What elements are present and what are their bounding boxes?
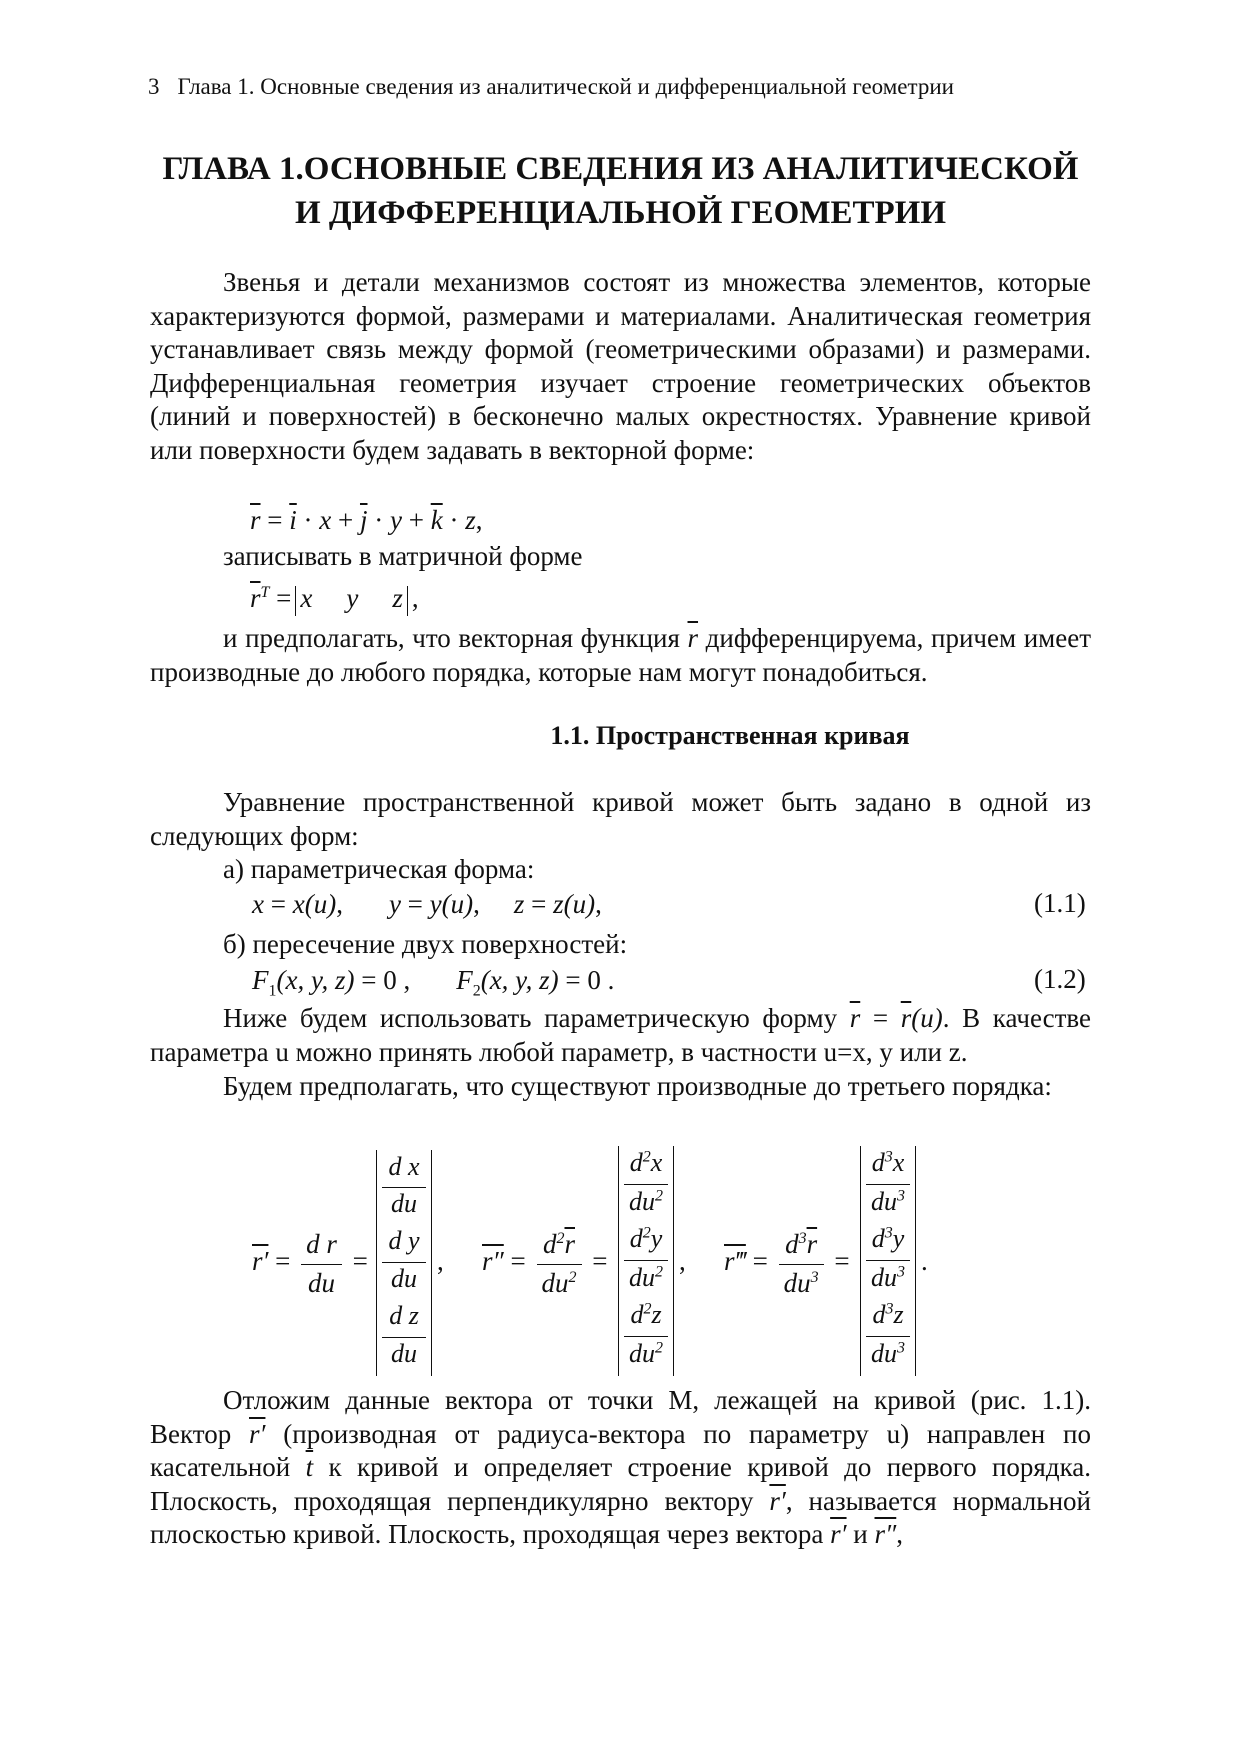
eq-k: $\overline{k}$ <box>430 505 443 535</box>
matrix-cell: d z <box>389 1301 419 1330</box>
num-d: d <box>785 1229 799 1259</box>
den-du: du <box>541 1267 569 1298</box>
cell-power: 2 <box>655 1263 663 1281</box>
eq-j: $\overline{j}$ <box>359 505 368 535</box>
eq-sign: = <box>860 1003 901 1033</box>
cell-power: 3 <box>897 1339 905 1357</box>
final-comma: , <box>896 1519 904 1549</box>
eq-i: $\overline{i}$ <box>289 505 297 535</box>
eq-arg: (u) <box>304 889 337 919</box>
eq-sign: = <box>263 889 293 919</box>
cell-var: x <box>892 1148 905 1177</box>
cell-power: 3 <box>884 1148 893 1166</box>
matrix-bar-right <box>407 586 408 616</box>
form-a-label: а) параметрическая форма: <box>223 854 535 884</box>
running-header <box>148 74 954 100</box>
eq-y: y <box>346 583 359 613</box>
cell-d: d <box>629 1224 643 1253</box>
second-derivative-matrix <box>618 1146 674 1376</box>
fraction-numerator <box>537 1228 582 1265</box>
eq-dot: · <box>442 505 466 535</box>
cell-power: 3 <box>884 1224 893 1242</box>
cell-du: du <box>629 1187 655 1216</box>
equation-number-1-2: (1.2) <box>1034 964 1086 994</box>
eq-x: x <box>252 889 264 919</box>
third-derivative-matrix <box>860 1146 916 1376</box>
fraction-line <box>382 1187 426 1188</box>
matrix-cell <box>861 1148 915 1178</box>
den-power: 3 <box>810 1268 819 1286</box>
matrix-cell: d x <box>388 1152 420 1181</box>
matrix-cell <box>861 1187 915 1217</box>
intro-paragraph <box>150 266 1091 467</box>
matrix-cell: du <box>391 1339 417 1368</box>
intro-paragraph-text: Звенья и детали механизмов состоят из множества элементов, которые характеризуются формой, размерами и материалами. Аналитическая геометрия устанавливает связь между формой (геометрическими образами) и размерами. Дифференциальная геометрия изучает строение геометрических объектов (линий и поверхностей) в бесконечно малых окрестностях. Уравнение кривой или поверхности будем задавать в векторной форме: <box>150 267 1091 465</box>
first-derivative-lhs <box>252 1228 368 1300</box>
third-derivative-lhs <box>724 1228 850 1300</box>
den-du: du <box>783 1267 811 1298</box>
matrix-cell <box>619 1187 673 1217</box>
eq-f: F <box>456 965 473 995</box>
eq-comma: , <box>595 889 602 919</box>
equation-1-2 <box>252 964 614 998</box>
fraction-numerator: d r <box>301 1228 342 1265</box>
p2-text: Ниже будем использовать параметрическую форму <box>223 1003 838 1033</box>
eq-dot: · <box>296 505 320 535</box>
eq-r-triple-prime: r‴ <box>724 1246 746 1277</box>
cell-var: y <box>650 1224 663 1253</box>
eq-y: y <box>390 505 402 535</box>
running-title: Глава 1. Основные сведения из аналитической и дифференциальной геометрии <box>177 74 954 99</box>
section-paragraph-1-text: Уравнение пространственной кривой может быть задано в одной из следующих форм: <box>150 787 1091 851</box>
chapter-title-line-1: ГЛАВА 1.ОСНОВНЫЕ СВЕДЕНИЯ ИЗ АНАЛИТИЧЕСКОЙ <box>162 151 1079 187</box>
eq-r-prime: r′ <box>252 1246 269 1277</box>
eq-sign: = <box>260 505 290 535</box>
eq-comma: , <box>336 889 343 919</box>
equation-1-1 <box>252 888 602 922</box>
first-derivative-matrix <box>376 1150 432 1376</box>
matrix-cell <box>619 1263 673 1293</box>
eq-value: = 0 . <box>558 965 615 995</box>
chapter-title-line-2: И ДИФФЕРЕНЦИАЛЬНОЙ ГЕОМЕТРИИ <box>295 195 946 231</box>
matrix-cell <box>619 1300 673 1330</box>
eq-sign: = <box>524 889 554 919</box>
eq-sign: = <box>745 1246 775 1277</box>
equation-matrix-form <box>250 582 419 616</box>
final-text-1: Отложим данные вектора от точки M, лежащей на кривой (рис. 1.1). Вектор <box>150 1385 1091 1449</box>
final-text-4: , называется нормальной плоскостью кривой. Плоскость, проходящая через вектора <box>150 1485 1091 1549</box>
cell-power: 2 <box>642 1224 651 1242</box>
eq-transpose: T <box>260 584 270 601</box>
eq-args: (x, y, z) <box>480 965 559 995</box>
cell-var: z <box>651 1300 662 1329</box>
eq-sign: = <box>268 1246 298 1277</box>
cell-d: d <box>872 1300 886 1329</box>
num-power: 3 <box>798 1230 807 1247</box>
cell-du: du <box>629 1263 655 1292</box>
num-r: $\overline{r}$ <box>806 1229 818 1259</box>
fraction-line <box>624 1184 668 1185</box>
fraction-denominator <box>537 1265 582 1301</box>
eq-r: $\overline{r}$ <box>250 505 261 535</box>
eq-z: z <box>553 889 564 919</box>
eq-plus: + <box>331 505 360 535</box>
cell-var: z <box>893 1300 904 1329</box>
eq-z: z <box>392 583 403 613</box>
fraction-line <box>624 1336 668 1337</box>
cell-d: d <box>871 1148 885 1177</box>
matrix-cell: du <box>391 1189 417 1218</box>
fraction-denominator <box>779 1265 824 1301</box>
eq-plus: + <box>401 505 431 535</box>
eq-end: , <box>475 505 483 535</box>
eq-sub: 1 <box>268 982 277 1000</box>
form-b-label: б) пересечение двух поверхностей: <box>223 929 628 959</box>
page-number: 3 <box>148 74 160 99</box>
cell-du: du <box>871 1339 897 1368</box>
assume-paragraph <box>150 622 1091 689</box>
second-derivative-comma: , <box>679 1246 686 1276</box>
equation-number-1-1: (1.1) <box>1034 888 1086 918</box>
eq-r: $\overline{r}$ <box>250 583 261 613</box>
num-r: $\overline{r}$ <box>564 1229 575 1259</box>
cell-power: 2 <box>655 1339 663 1357</box>
eq-x: x <box>319 505 332 535</box>
final-text-3: к кривой и определяет строение кривой до первого порядка. Плоскость, проходящая перпендикулярно вектору <box>150 1452 1092 1516</box>
vector-r-double-prime: r″ <box>874 1519 897 1549</box>
eq-z: z <box>465 505 476 535</box>
vector-t: $\overline{t}$ <box>305 1452 314 1482</box>
eq-sign: = <box>269 583 292 613</box>
cell-d: d <box>871 1224 885 1253</box>
vector-r-prime: r′ <box>249 1418 266 1449</box>
vector-r-prime: r′ <box>830 1519 847 1549</box>
eq-z: z <box>513 889 525 919</box>
eq-x: x <box>292 889 305 919</box>
eq-args: (x, y, z) <box>276 965 355 995</box>
cell-power: 3 <box>885 1300 894 1318</box>
fraction-d2r-du2 <box>537 1228 582 1300</box>
matrix-cell <box>861 1263 915 1293</box>
p2-rest: . В качестве параметра u можно принять любой параметр, в частности u=x, y или z. <box>150 1003 1091 1067</box>
eq-arg: (u) <box>563 889 596 919</box>
cell-power: 2 <box>643 1300 652 1318</box>
matrix-cell <box>619 1224 673 1254</box>
matrix-cell: du <box>391 1264 417 1293</box>
fraction-line <box>382 1337 426 1338</box>
eq-y: y <box>388 889 401 919</box>
section-paragraph-1 <box>150 786 1091 853</box>
eq-arg: (u) <box>911 1003 943 1033</box>
matrix-bar-left <box>295 586 296 616</box>
cell-du: du <box>629 1339 655 1368</box>
eq-sign: = <box>827 1246 850 1277</box>
cell-d: d <box>630 1300 644 1329</box>
fraction-line <box>866 1184 910 1185</box>
eq-r: $\overline{r}$ <box>900 1003 912 1033</box>
fraction-d3r-du3 <box>779 1228 824 1300</box>
final-text-2: (производная от радиуса-вектора по параметру u) направлен по касательной <box>150 1418 1091 1482</box>
eq-dot: · <box>367 505 390 535</box>
section-heading: 1.1. Пространственная кривая <box>550 721 910 750</box>
section-paragraph-2 <box>150 1002 1091 1069</box>
fraction-line <box>866 1260 910 1261</box>
eq-value: = 0 , <box>354 965 411 995</box>
fraction-dr-du <box>301 1228 342 1300</box>
fraction-line <box>382 1262 426 1263</box>
eq-arg: (u) <box>441 889 474 919</box>
den-power: 2 <box>568 1268 577 1286</box>
fraction-denominator: du <box>308 1267 336 1298</box>
eq-f: F <box>252 965 269 995</box>
fraction-line <box>624 1260 668 1261</box>
cell-d: d <box>629 1148 643 1177</box>
fraction-numerator <box>779 1228 824 1265</box>
final-paragraph <box>150 1384 1091 1552</box>
cell-power: 2 <box>655 1187 663 1205</box>
first-derivative-comma: , <box>437 1246 444 1276</box>
eq-sub: 2 <box>472 982 481 1000</box>
equation-vector-form <box>250 504 482 538</box>
eq-x: x <box>300 583 313 613</box>
assume-r: $\overline{r}$ <box>687 623 699 653</box>
matrix-cell <box>619 1339 673 1369</box>
cell-var: x <box>650 1148 663 1177</box>
section-paragraph-3 <box>150 1070 1091 1104</box>
eq-y: y <box>429 889 442 919</box>
cell-power: 3 <box>897 1263 905 1281</box>
eq-r-double-prime: r″ <box>482 1246 504 1277</box>
num-d: d <box>542 1229 557 1259</box>
third-derivative-period: . <box>921 1246 928 1276</box>
matrix-cell <box>861 1339 915 1369</box>
final-and: и <box>853 1519 868 1549</box>
p3-text: Будем предполагать, что существуют производные до третьего порядка: <box>223 1071 1052 1101</box>
eq-sign: = <box>345 1246 368 1277</box>
eq-r: $\overline{r}$ <box>849 1003 861 1033</box>
vector-r-prime: r′ <box>769 1485 786 1516</box>
cell-du: du <box>871 1187 897 1216</box>
cell-power: 3 <box>897 1187 905 1205</box>
second-derivative-lhs <box>482 1228 607 1300</box>
matrix-cell <box>619 1148 673 1178</box>
matrix-cell <box>861 1300 915 1330</box>
fraction-line <box>866 1336 910 1337</box>
matrix-cell: d y <box>388 1226 420 1255</box>
matrix-cell <box>861 1224 915 1254</box>
assume-text: и предполагать, что векторная функция <box>223 623 680 653</box>
eq-sign: = <box>400 889 430 919</box>
eq-sign: = <box>503 1246 533 1277</box>
eq-end: , <box>411 583 419 613</box>
eq-comma: , <box>473 889 480 919</box>
cell-du: du <box>871 1263 897 1292</box>
cell-var: y <box>892 1224 905 1253</box>
assume-rest: дифференцируема, причем имеет производные до любого порядка, которые нам могут понадобиться. <box>150 623 1091 687</box>
eq-sign: = <box>585 1246 608 1277</box>
matrix-form-text: записывать в матричной форме <box>223 541 583 571</box>
num-power: 2 <box>556 1230 565 1247</box>
cell-power: 2 <box>642 1148 651 1166</box>
